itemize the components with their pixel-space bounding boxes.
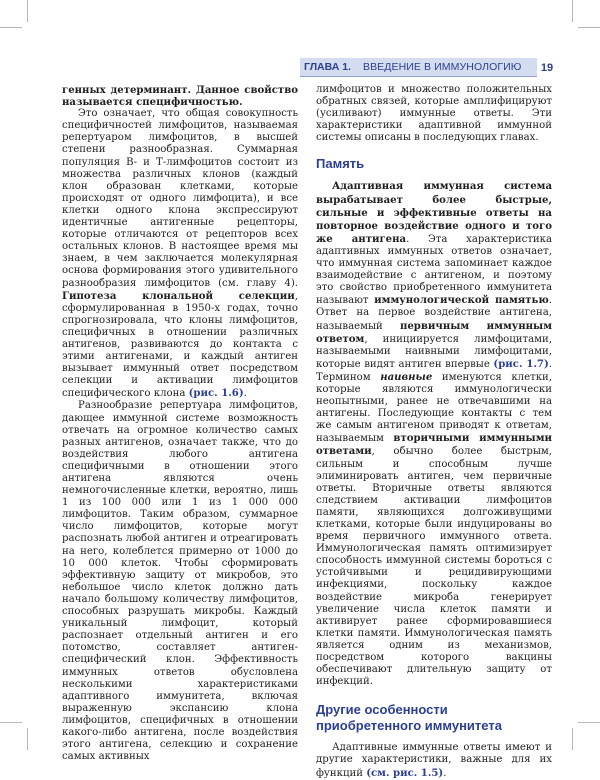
crop-mark	[0, 27, 22, 28]
paragraph-repertoire	[62, 108, 298, 400]
section-heading-other-features: Другие особенности приобретенного иммунитета	[316, 702, 502, 734]
text-run: . Термином	[316, 358, 552, 383]
chapter-title: ВВЕДЕНИЕ В ИММУНОЛОГИЮ	[362, 61, 522, 73]
text-run: Это означает, что общая совокупность специфичностей лимфоцитов, называемая репертуаром лимфоцитов, в высшей степени разнообразная. Суммарная популяция В- и Т-лимфоцитов состоит из множества различных клонов (каждый клон образован клетками, которые происходят от одного лимфоцита), и все клетки одного клона экспрессируют идентичные антигенные рецепторы, которые отличаются от рецепторов всех остальных клонов. В настоящее время мы знаем, в чем заключается молекулярная основа формирования этого удивительного разнообразия лимфоцитов (см. главу 4).	[62, 108, 298, 289]
left-column	[62, 84, 298, 763]
text-run: . Ответ на первое воздействие антигена, называемый	[316, 295, 552, 332]
text-run: .	[443, 767, 447, 779]
figure-ref-link[interactable]: (рис. 1.6)	[188, 387, 244, 400]
section-heading-memory: Память	[316, 156, 365, 172]
term-primary-response: первичным иммунным ответом	[316, 319, 552, 345]
paragraph-diversity: Разнообразие репертуара лимфоцитов, дающее иммунной системе возможность отвечать на огромное количество самых разных антигенов, означает также, что до воздействия любого антигена специфичными в отношении этого антигена являются очень немногочисленные клетки, вероятно, лишь 1 из 100 000 или 1 из 1 000 000 лимфоцитов. Таким образом, суммарное число лимфоцитов, которые могут распознать любой антиген и отреагировать на него, колеблется примерно от 1000 до 10 000 клеток. Чтобы сформировать эффективную защиту от микробов, это небольшое число клеток должно дать начало большому количеству лимфоцитов, способных разрушать микробы. Каждый уникальный лимфоцит, который распознает отдельный антиген и его потомство, составляет антиген-специфический клон. Эффективность иммунных ответов обусловлена несколькими характеристиками адаптивного иммунитета, включая выраженную экспансию клона лимфоцитов, специфичных в отношении какого-либо антигена, после воздействия этого антигена, селекцию и сохранение самых активных	[62, 400, 298, 763]
paragraph-continuation: лимфоцитов и множество положительных обратных связей, которые амплифицируют (усиливают) иммунные ответы. Эти характеристики адаптивной иммунной системы описаны в последующих главах.	[316, 84, 552, 144]
text-run: , сформулированная в 1950-х годах, точно спрогнозировала, что клоны лимфоцитов, специфичных в отношении различных антигенов, развиваются до контакта с этими антигенами, и каждый антиген вызывает иммунный ответ посредством селекции и активации лимфоцитов специфического клона	[62, 290, 298, 400]
term-naive: наивные	[380, 370, 433, 383]
term-clonal-selection: Гипотеза клональной селекции	[62, 289, 295, 302]
crop-mark	[572, 728, 573, 750]
text-run: Адаптивные иммунные ответы имеют и другие характеристики, важные для их функций	[316, 742, 552, 779]
crop-mark	[572, 0, 573, 22]
crop-mark	[0, 722, 22, 723]
page-number: 19	[540, 61, 554, 74]
running-header	[300, 58, 537, 77]
crop-mark	[27, 728, 28, 750]
crop-mark	[578, 722, 600, 723]
text-run: .	[243, 388, 247, 400]
crop-mark	[27, 0, 28, 22]
text-run-bold: Адаптивная иммунная система вырабатывает более быстрые, сильные и эффективные ответы на повторное воздействие одного и того же антигена	[316, 180, 552, 245]
crop-mark	[578, 27, 600, 28]
figure-ref-link[interactable]: (см. рис. 1.5)	[366, 766, 444, 779]
text-run: именуются клетки, которые являются иммунологически неопытными, ранее не отвечавшими на антигены. Последующие контакты с тем же самым антигеном приводят к ответам, называемым	[316, 371, 552, 445]
text-run: , инициируется лимфоцитами, называемыми наивными лимфоцитами, которые видят антиген впервые	[316, 333, 552, 370]
paragraph-memory	[316, 180, 552, 688]
term-immunological-memory: иммунологической памятью	[374, 294, 549, 307]
chapter-label: ГЛАВА 1.	[304, 61, 351, 73]
text-run: . Эта характеристика адаптивных иммунных ответов означает, что иммунная система запоминает каждое взаимодействие с антигеном, и поэтому это свойство приобретенного иммунитета называют	[316, 233, 552, 307]
right-column	[316, 84, 552, 780]
paragraph-continuation: генных детерминант. Данное свойство называется специфичностью.	[62, 84, 298, 109]
paragraph-other-features	[316, 742, 552, 779]
figure-ref-link[interactable]: (рис. 1.7)	[493, 357, 549, 370]
text-run: , обычно более быстрым, сильным и способным лучше элиминировать антиген, чем первичные ответы. Вторичные ответы являются следствием активации лимфоцитов памяти, являющихся долгоживущими клетками, которые были индуцированы во время первичного иммунного ответа. Иммунологическая память оптимизирует способность иммунной системы бороться с устойчивыми и рецидивирующими инфекциями, поскольку каждое воздействие микроба генерирует увеличение числа клеток памяти и активирует ранее сформировавшиеся клетки памяти. Иммунологическая память является одним из механизмов, посредством которого вакцины обеспечивают длительную защиту от инфекций.	[316, 446, 552, 688]
term-secondary-response: вторичными иммунными ответами	[316, 432, 552, 458]
